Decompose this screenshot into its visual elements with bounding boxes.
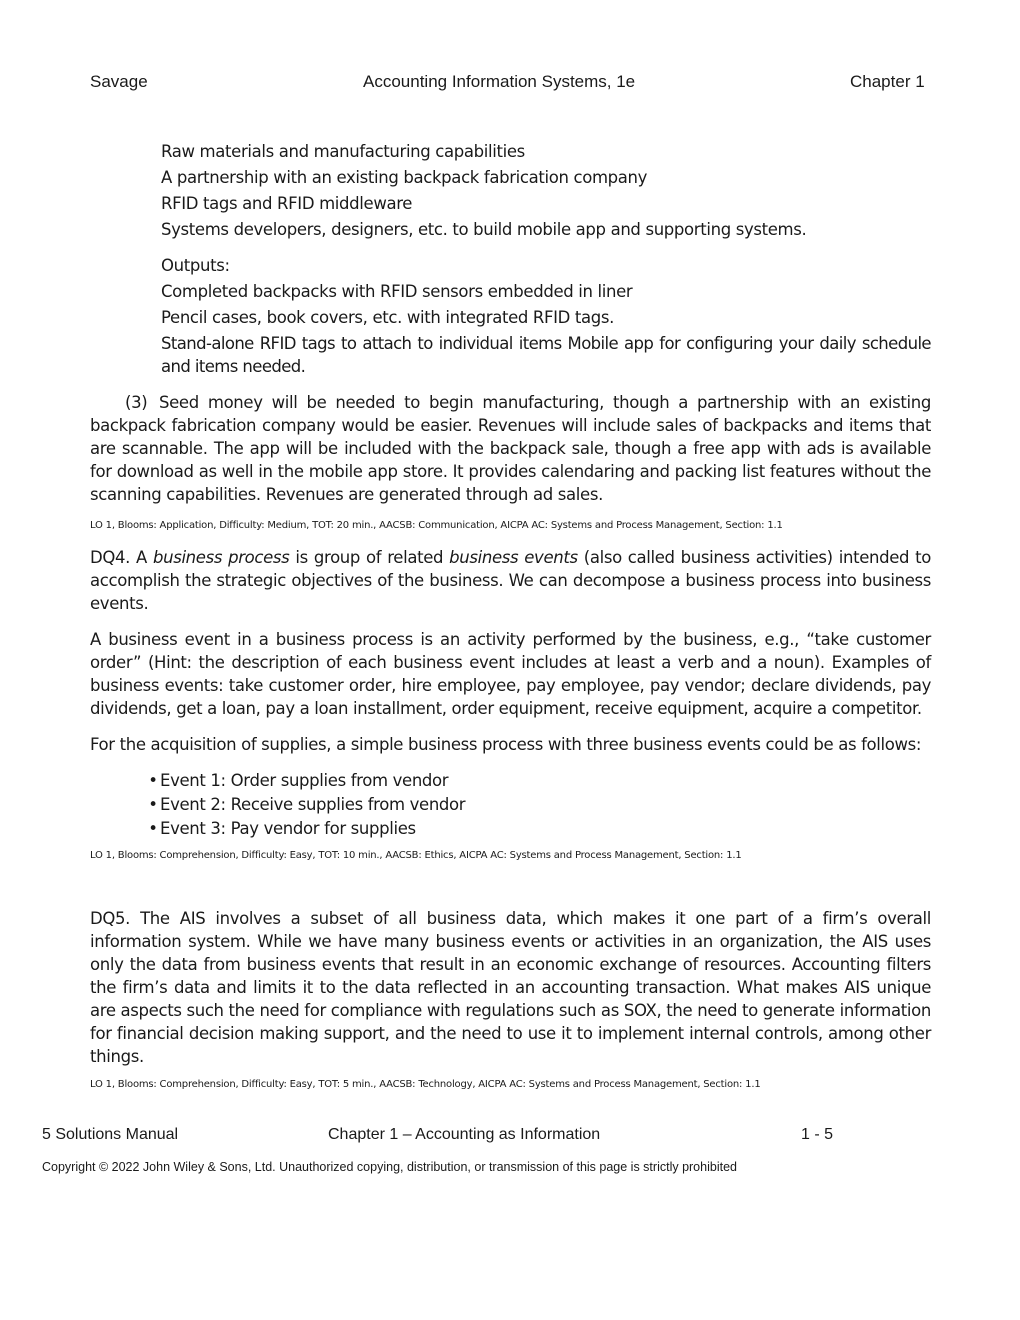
- inputs-list: [90, 140, 931, 241]
- dq4-paragraph-3: For the acquisition of supplies, a simple business process with three business events could be as follows:: [90, 735, 922, 754]
- dq4-text: (also called business activities) intended to accomplish the strategic objectives of the business. We can decompose a business process into business events.: [90, 548, 932, 613]
- footer-page-number: 1 - 5: [801, 1126, 834, 1143]
- header-title: Accounting Information Systems, 1e: [363, 72, 636, 91]
- outputs-label: Outputs:: [161, 256, 230, 275]
- item-3-paragraph: [90, 391, 931, 506]
- list-item: Raw materials and manufacturing capabilities: [161, 142, 525, 161]
- page-body: [90, 140, 931, 1092]
- list-item: RFID tags and RFID middleware: [161, 194, 413, 213]
- list-item: • Event 1: Order supplies from vendor: [148, 771, 449, 790]
- event-label: Event 3: Pay vendor for supplies: [160, 819, 416, 838]
- term-business-process: business process: [152, 548, 290, 567]
- dq5-paragraph: DQ5. The AIS involves a subset of all business data, which makes it one part of a firm’s overall information system. While we have many business events or activities in an organization, the AIS uses only the data from business events that result in an economic exchange of resources. Accounting filters the firm’s data and limits it to the data reflected in an accounting transaction. What makes AIS unique are aspects such the need for compliance with regulations such as SOX, the need to generate information for financial decision making support, and the need to use it to implement internal controls, among other things.: [90, 909, 931, 1066]
- footer-center: Chapter 1 – Accounting as Information: [328, 1126, 601, 1143]
- header-chapter: Chapter 1: [850, 72, 925, 91]
- learning-objective-note: LO 1, Blooms: Comprehension, Difficulty: Easy, TOT: 5 min., AACSB: Technology, AICPA AC: Systems and Process Management, Section: 1.1: [90, 1079, 761, 1090]
- event-label: Event 1: Order supplies from vendor: [160, 771, 449, 790]
- learning-objective-note: LO 1, Blooms: Comprehension, Difficulty: Easy, TOT: 10 min., AACSB: Ethics, AICPA AC: Systems and Process Management, Section: 1.1: [90, 850, 742, 861]
- dq4-paragraph-2: A business event in a business process is an activity performed by the business, e.g., “take customer order” (Hint: the description of each business event includes at least a verb and a noun). Examples of business events: take customer order, hire employee, pay employee, pay vendor; declare dividends, pay dividends, get a loan, pay a loan installment, order equipment, receive equipment, acquire a competitor.: [90, 630, 931, 718]
- list-item: A partnership with an existing backpack fabrication company: [161, 168, 648, 187]
- list-item: Stand-alone RFID tags to attach to individual items Mobile app for configuring your daily schedule and items needed.: [161, 334, 931, 376]
- copyright-notice: Copyright © 2022 John Wiley & Sons, Ltd. Unauthorized copying, distribution, or transmission of this page is strictly prohibited: [42, 1160, 737, 1174]
- dq4-paragraph-1: [90, 546, 931, 615]
- list-item: Completed backpacks with RFID sensors embedded in liner: [161, 282, 633, 301]
- list-item: Pencil cases, book covers, etc. with integrated RFID tags.: [161, 308, 615, 327]
- event-label: Event 2: Receive supplies from vendor: [160, 795, 466, 814]
- events-list: [90, 769, 931, 840]
- dq4-text: DQ4. A: [90, 548, 153, 567]
- learning-objective-note: LO 1, Blooms: Application, Difficulty: Medium, TOT: 20 min., AACSB: Communication, AICPA AC: Systems and Process Management, Section: 1.1: [90, 520, 783, 531]
- header-left: Savage: [90, 72, 148, 91]
- item-number: (3): [125, 393, 148, 412]
- term-business-events: business events: [449, 548, 578, 567]
- list-item: • Event 2: Receive supplies from vendor: [148, 795, 466, 814]
- list-item: Systems developers, designers, etc. to build mobile app and supporting systems.: [161, 220, 807, 239]
- footer-left: 5 Solutions Manual: [42, 1126, 179, 1143]
- dq4-text: is group of related: [289, 548, 450, 567]
- outputs-list: [90, 254, 931, 378]
- item-3-text: Seed money will be needed to begin manufacturing, though a partnership with an existing backpack fabrication company would be easier. Revenues will include sales of backpacks and items that are scannable. The app will be included with the backpack sale, though a free app with ads is available for download as well in the mobile app store. It provides calendaring and packing list features without the scanning capabilities. Revenues are generated through ad sales.: [90, 393, 931, 504]
- list-item: • Event 3: Pay vendor for supplies: [148, 819, 416, 838]
